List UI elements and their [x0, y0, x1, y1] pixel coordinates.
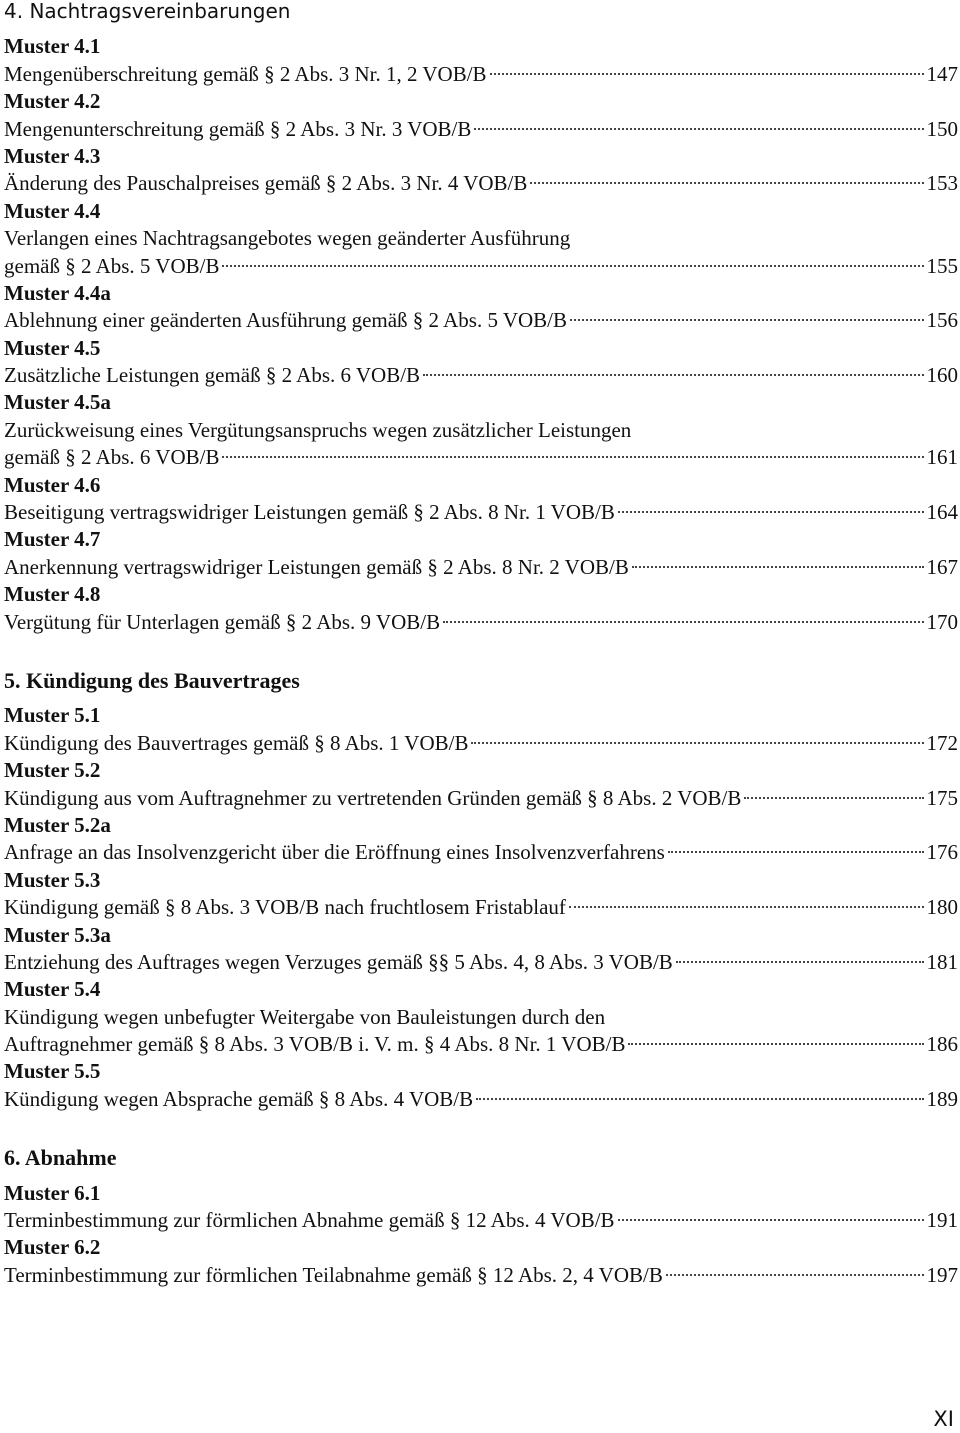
dot-leader — [490, 73, 924, 75]
entry-label: Muster 6.1 — [4, 1180, 101, 1205]
dot-leader — [632, 566, 924, 568]
entry-title-line — [4, 417, 958, 444]
entry-label: Muster 5.4 — [4, 977, 101, 1002]
entry-title: Kündigung aus vom Auftragnehmer zu vertretenden Gründen gemäß § 8 Abs. 2 VOB/B — [4, 785, 742, 810]
entry-page: 164 — [926, 500, 958, 525]
entry-page: 167 — [926, 554, 958, 579]
entry-title: Kündigung des Bauvertrages gemäß § 8 Abs. 1 VOB/B — [4, 730, 469, 755]
entry-page: 156 — [926, 308, 958, 333]
toc-entry — [4, 88, 958, 143]
entry-page: 155 — [926, 253, 958, 278]
dot-leader — [474, 128, 923, 130]
entry-title-line — [4, 1086, 958, 1113]
entry-label: Muster 4.4a — [4, 280, 111, 305]
section-heading: 6. Abnahme — [4, 1145, 117, 1171]
entry-title: Kündigung wegen unbefugter Weitergabe von Bauleistungen durch den — [4, 1004, 606, 1029]
entry-title-line — [4, 894, 958, 921]
entry-title: Ablehnung einer geänderten Ausführung gemäß § 2 Abs. 5 VOB/B — [4, 308, 568, 333]
entry-title: Kündigung wegen Absprache gemäß § 8 Abs. 4 VOB/B — [4, 1086, 474, 1111]
toc-entry — [4, 581, 958, 636]
entry-title-line — [4, 116, 958, 143]
entry-label: Muster 5.3 — [4, 867, 101, 892]
toc-entry — [4, 976, 958, 1058]
dot-leader — [423, 374, 923, 376]
entry-title-line — [4, 609, 958, 636]
entry-label: Muster 4.3 — [4, 143, 101, 168]
dot-leader — [530, 182, 923, 184]
entry-title: Änderung des Pauschalpreises gemäß § 2 Abs. 3 Nr. 4 VOB/B — [4, 171, 528, 196]
dot-leader — [476, 1098, 923, 1100]
entry-label: Muster 4.1 — [4, 34, 101, 59]
entry-title: Terminbestimmung zur förmlichen Teilabnahme gemäß § 12 Abs. 2, 4 VOB/B — [4, 1262, 663, 1287]
dot-leader — [222, 265, 923, 267]
entry-title-line — [4, 785, 958, 812]
toc-entry — [4, 757, 958, 812]
entry-title-line — [4, 307, 958, 334]
dot-leader — [628, 1043, 923, 1045]
entry-title-line — [4, 499, 958, 526]
entry-label: Muster 6.2 — [4, 1235, 101, 1260]
dot-leader — [570, 319, 923, 321]
toc-entry — [4, 1234, 958, 1289]
entry-label: Muster 4.5a — [4, 390, 111, 415]
entry-page: 191 — [926, 1208, 958, 1233]
dot-leader — [443, 621, 923, 623]
entry-title-line — [4, 949, 958, 976]
entry-page: 161 — [926, 445, 958, 470]
entry-title: Zurückweisung eines Vergütungsanspruchs wegen zusätzlicher Leistungen — [4, 417, 632, 442]
entry-label: Muster 4.5 — [4, 335, 101, 360]
toc-entry — [4, 472, 958, 527]
entry-label: Muster 4.6 — [4, 472, 101, 497]
entry-title: Verlangen eines Nachtragsangebotes wegen geänderter Ausführung — [4, 226, 571, 251]
toc-entry — [4, 389, 958, 471]
toc-entry — [4, 702, 958, 757]
entry-label: Muster 4.7 — [4, 527, 101, 552]
toc-section — [4, 1144, 958, 1289]
toc-entry — [4, 867, 958, 922]
toc-section — [4, 667, 958, 1113]
table-of-contents — [4, 0, 958, 1320]
entry-label: Muster 5.5 — [4, 1059, 101, 1084]
entry-title: Kündigung gemäß § 8 Abs. 3 VOB/B nach fruchtlosem Fristablauf — [4, 895, 566, 920]
dot-leader — [471, 742, 923, 744]
entry-label: Muster 5.3a — [4, 922, 111, 947]
entry-title: Zusätzliche Leistungen gemäß § 2 Abs. 6 VOB/B — [4, 363, 421, 388]
section-heading: 5. Kündigung des Bauvertrages — [4, 667, 300, 693]
dot-leader — [569, 906, 924, 908]
toc-entry — [4, 1058, 958, 1113]
dot-leader — [676, 961, 924, 963]
entry-title-line — [4, 839, 958, 866]
entry-title-line — [4, 1207, 958, 1234]
entry-title-line — [4, 1262, 958, 1289]
entry-label: Muster 5.1 — [4, 703, 101, 728]
entry-page: 175 — [926, 785, 958, 810]
entry-title-line — [4, 444, 958, 471]
page-number: XI — [933, 1407, 954, 1431]
entry-title-line — [4, 61, 958, 88]
entry-page: 153 — [926, 171, 958, 196]
toc-entry — [4, 198, 958, 280]
entry-page: 170 — [926, 609, 958, 634]
entry-title-line — [4, 730, 958, 757]
toc-entry — [4, 922, 958, 977]
dot-leader — [618, 1219, 924, 1221]
entry-page: 186 — [926, 1032, 958, 1057]
toc-entry — [4, 280, 958, 335]
entry-page: 197 — [926, 1262, 958, 1287]
entry-title: Anfrage an das Insolvenzgericht über die Eröffnung eines Insolvenzverfahrens — [4, 840, 665, 865]
entry-page: 180 — [926, 895, 958, 920]
entry-label: Muster 5.2a — [4, 812, 111, 837]
toc-entry — [4, 33, 958, 88]
entry-title: Vergütung für Unterlagen gemäß § 2 Abs. 9 VOB/B — [4, 609, 441, 634]
entry-page: 181 — [926, 949, 958, 974]
entry-title: Beseitigung vertragswidriger Leistungen gemäß § 2 Abs. 8 Nr. 1 VOB/B — [4, 500, 615, 525]
entry-page: 150 — [926, 116, 958, 141]
dot-leader — [666, 1274, 924, 1276]
entry-title-line — [4, 1031, 958, 1058]
toc-entry — [4, 812, 958, 867]
entry-title-line — [4, 554, 958, 581]
entry-title: Mengenüberschreitung gemäß § 2 Abs. 3 Nr. 1, 2 VOB/B — [4, 61, 487, 86]
entry-title: Mengenunterschreitung gemäß § 2 Abs. 3 Nr. 3 VOB/B — [4, 116, 472, 141]
entry-page: 189 — [926, 1086, 958, 1111]
entry-page: 147 — [926, 61, 958, 86]
entry-title-line — [4, 1004, 958, 1031]
dot-leader — [744, 797, 923, 799]
entry-page: 172 — [926, 730, 958, 755]
dot-leader — [668, 851, 924, 853]
entry-title: Entziehung des Auftrages wegen Verzuges gemäß §§ 5 Abs. 4, 8 Abs. 3 VOB/B — [4, 949, 673, 974]
entry-title: Anerkennung vertragswidriger Leistungen gemäß § 2 Abs. 8 Nr. 2 VOB/B — [4, 554, 629, 579]
entry-title-line — [4, 170, 958, 197]
entry-title: Terminbestimmung zur förmlichen Abnahme gemäß § 12 Abs. 4 VOB/B — [4, 1208, 615, 1233]
toc-entry — [4, 143, 958, 198]
entry-label: Muster 5.2 — [4, 758, 101, 783]
dot-leader — [222, 456, 923, 458]
entry-title: Auftragnehmer gemäß § 8 Abs. 3 VOB/B i. V. m. § 4 Abs. 8 Nr. 1 VOB/B — [4, 1032, 626, 1057]
entry-title-line — [4, 253, 958, 280]
entry-title: gemäß § 2 Abs. 5 VOB/B — [4, 253, 220, 278]
toc-entry — [4, 335, 958, 390]
toc-entry — [4, 1180, 958, 1235]
entry-title-line — [4, 362, 958, 389]
entry-label: Muster 4.2 — [4, 89, 101, 114]
entry-title-line — [4, 225, 958, 252]
toc-entry — [4, 526, 958, 581]
entry-label: Muster 4.8 — [4, 582, 101, 607]
entry-title: gemäß § 2 Abs. 6 VOB/B — [4, 445, 220, 470]
toc-section — [4, 0, 958, 636]
entry-page: 176 — [926, 840, 958, 865]
entry-page: 160 — [926, 363, 958, 388]
entry-label: Muster 4.4 — [4, 198, 101, 223]
section-heading: 4. Nachtragsvereinbarungen — [4, 0, 291, 23]
dot-leader — [618, 511, 924, 513]
